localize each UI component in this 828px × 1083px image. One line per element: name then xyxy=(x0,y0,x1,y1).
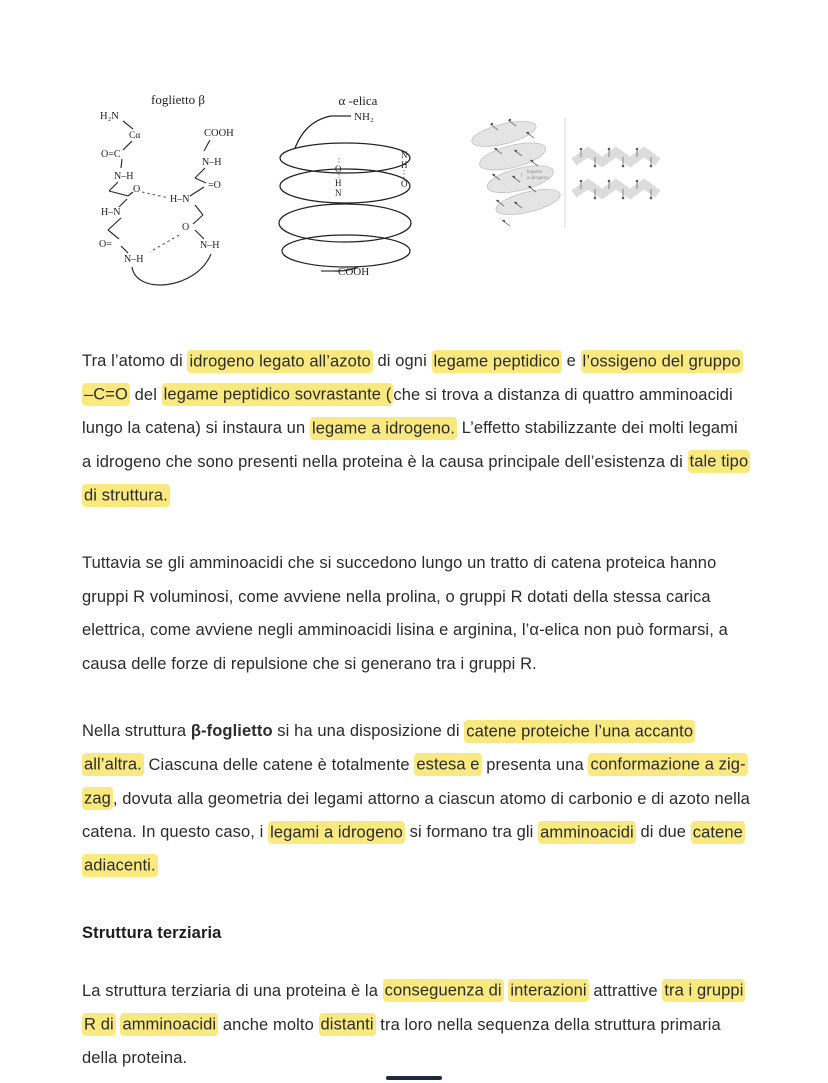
o-r2-label: O xyxy=(182,222,190,233)
text-segment: e xyxy=(561,352,581,370)
section-heading-struttura-terziaria: Struttura terziaria xyxy=(82,924,222,943)
highlighted-text: legame a idrogeno. xyxy=(310,417,457,440)
beta-sheet-svg xyxy=(92,88,264,303)
hbond-label-line2: a idrogeno xyxy=(527,175,549,180)
highlighted-text: conseguenza di xyxy=(383,979,504,1002)
text-segment: La struttura terziaria di una proteina è la xyxy=(82,981,383,1000)
nh-label-1: N–H xyxy=(114,171,134,182)
text-segment: Ciascuna delle catene è totalmente xyxy=(143,755,415,774)
helix-bond-n-right: N xyxy=(401,150,408,160)
paragraph-hydrogen-bonds xyxy=(82,345,750,513)
nh-r2-label: N–H xyxy=(200,240,220,251)
molecular-structure-images xyxy=(468,110,668,242)
paragraph-tertiary-structure xyxy=(82,975,750,1076)
nh-r1-label: N–H xyxy=(202,157,222,168)
o-r1-label: =O xyxy=(208,180,221,191)
oc-label: O=C xyxy=(101,149,121,160)
text-segment: del xyxy=(129,385,162,404)
text-segment: che si trova a distanza di quattro amminoacidi lungo la catena) si instaura un xyxy=(82,385,733,438)
text-segment: tra loro nella sequenza della struttura primaria della proteina. xyxy=(82,1015,721,1068)
helix-bond-o-center: O xyxy=(335,164,342,174)
text-column xyxy=(82,345,750,1083)
helix-bond-o-right: O xyxy=(401,179,408,189)
text-segment: si formano tra gli xyxy=(404,823,539,842)
cooh-helix-label: COOH xyxy=(338,266,370,278)
home-indicator-bar[interactable] xyxy=(386,1076,442,1081)
text-segment: L’effetto stabilizzante dei molti legami a idrogeno che sono presenti nella proteina è la causa principale dell’esistenza di xyxy=(82,419,738,471)
helix-ribbon-image xyxy=(469,114,562,226)
text-segment: si ha una disposizione di xyxy=(272,722,465,741)
highlighted-text: amminoacidi xyxy=(538,821,636,844)
text-segment: di ogni xyxy=(372,352,432,370)
highlighted-text: legame peptidico sovrastante ( xyxy=(162,383,394,406)
highlighted-text: amminoacidi xyxy=(120,1013,218,1036)
highlighted-text: catene adiacenti. xyxy=(82,821,745,878)
nh2-label: NH₂ xyxy=(354,111,374,123)
helix-bond-n-center: N xyxy=(335,188,342,198)
nh-low-label: N–H xyxy=(124,254,144,265)
helix-bond-h-center: H xyxy=(335,178,342,188)
beta-sheet-diagram xyxy=(92,88,264,303)
highlighted-text: conformazione a zig-zag xyxy=(82,753,748,810)
paragraph-r-groups xyxy=(82,547,750,681)
hbond-label-line1: legame xyxy=(527,169,543,174)
highlighted-text: catene proteiche l’una accanto all’altra. xyxy=(82,720,695,777)
text-segment: Tra l’atomo di xyxy=(82,352,188,370)
text-segment: presenta una xyxy=(481,755,589,774)
calpha-label: Cα xyxy=(129,131,141,141)
molecular-photos-svg xyxy=(468,110,668,242)
highlighted-text: tale tipo di struttura. xyxy=(82,450,750,507)
h2n-label: H₂N xyxy=(100,111,119,122)
alpha-helix-diagram xyxy=(263,88,445,288)
helix-bond-h-right: H xyxy=(401,160,408,170)
text-segment: attrattive xyxy=(588,981,663,1000)
highlighted-text: interazioni xyxy=(508,979,588,1002)
cooh-label: COOH xyxy=(204,128,234,139)
text-segment: Nella struttura xyxy=(82,722,191,741)
paragraph-beta-sheet xyxy=(82,715,750,883)
beta-sheet-title-text: foglietto β xyxy=(151,92,205,107)
highlighted-text: legami a idrogeno xyxy=(268,821,405,844)
text-segment: di due xyxy=(635,823,691,842)
hn-left-label: H–N xyxy=(101,207,121,218)
highlighted-text: l’ossigeno del gruppo –C=O xyxy=(82,350,743,407)
o-low-label: O= xyxy=(99,239,112,250)
highlighted-text: idrogeno legato all’azoto xyxy=(187,350,372,373)
text-segment: , dovuta alla geometria dei legami attorno a ciascun atomo di carbonio e di azoto nella catena. In questo caso, i xyxy=(82,789,750,842)
alpha-helix-title: α -elica xyxy=(338,93,378,108)
highlighted-text: distanti xyxy=(319,1013,376,1036)
beta-sheet-image xyxy=(574,148,658,200)
text-segment: anche molto xyxy=(218,1015,319,1034)
hn-r-label: H–N xyxy=(170,194,190,205)
bold-text: β-foglietto xyxy=(190,722,273,741)
text-segment: Tuttavia se gli amminoacidi che si succedono lungo un tratto di catena proteica hanno gruppi R voluminosi, come avviene nella prolina, o gruppi R dotati della stessa carica elettrica, come avviene negli amminoacidi lisina e arginina, l’α-elica non può formarsi, a causa delle forze di repulsione che si generano tra i gruppi R. xyxy=(82,553,728,673)
highlighted-text: legame peptidico xyxy=(432,350,562,373)
o-mid-label: O xyxy=(133,184,141,195)
hbond-bracket: } xyxy=(521,172,523,177)
highlighted-text: estesa e xyxy=(414,753,481,776)
highlighted-text: tra i gruppi R di xyxy=(82,979,745,1036)
alpha-helix-svg xyxy=(263,88,445,288)
